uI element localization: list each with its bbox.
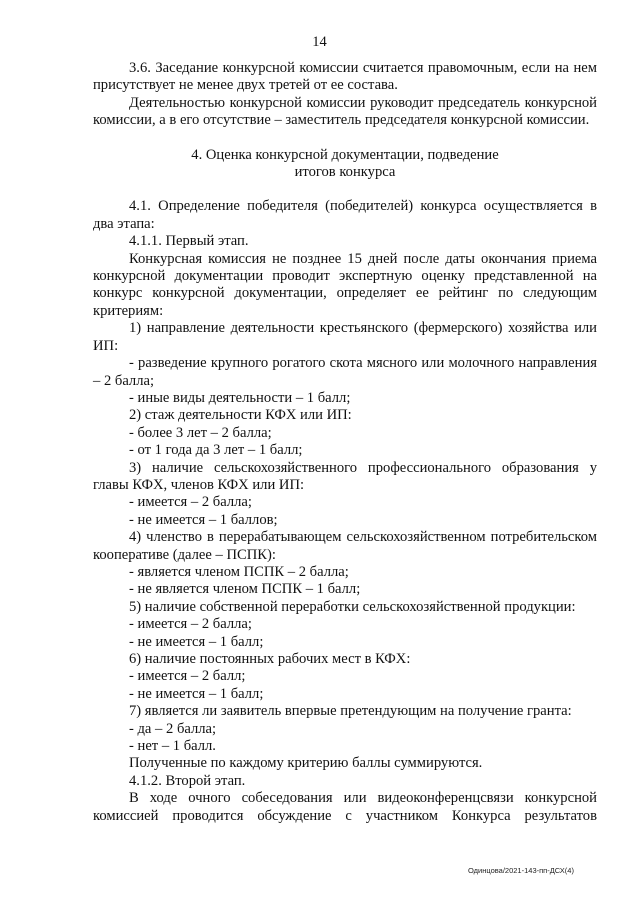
document-body (93, 60, 597, 825)
section-heading-line2: итогов конкурса (294, 164, 396, 181)
criterion-3-option-b: - не имеется – 1 баллов; (129, 511, 278, 528)
section-heading (93, 147, 597, 182)
document-footer-code: Одинцова/2021-143-пп-ДСХ(4) (468, 866, 574, 875)
criterion-5-option-b: - не имеется – 1 балл; (129, 633, 264, 650)
criterion-1: 1) направление деятельности крестьянского (фермерского) хозяйства или ИП: (93, 320, 597, 354)
criterion-2-option-a: - более 3 лет – 2 балла; (129, 424, 272, 441)
criterion-5: 5) наличие собственной переработки сельскохозяйственной продукции: (129, 598, 576, 615)
paragraph-4-1-1: 4.1.1. Первый этап. (129, 233, 249, 250)
criterion-4: 4) членство в перерабатывающем сельскохозяйственном потребительском кооперативе (далее – ПСПК): (93, 529, 597, 563)
paragraph-sum: Полученные по каждому критерию баллы суммируются. (129, 755, 483, 772)
criterion-5-option-a: - имеется – 2 балла; (129, 616, 252, 633)
criterion-1-option-b: - иные виды деятельности – 1 балл; (129, 389, 351, 406)
criterion-1-option-a: - разведение крупного рогатого скота мясного или молочного направления – 2 балла; (93, 355, 597, 389)
page-number: 14 (312, 34, 327, 50)
criterion-7: 7) является ли заявитель впервые претендующим на получение гранта: (129, 703, 572, 720)
paragraph-stage-2: В ходе очного собеседования или видеоконференцсвязи конкурсной комиссией проводится обсуждение с участником Конкурса результатов (93, 790, 597, 824)
criterion-6-option-b: - не имеется – 1 балл; (129, 685, 264, 702)
criterion-6: 6) наличие постоянных рабочих мест в КФХ: (129, 651, 411, 667)
criterion-7-option-a: - да – 2 балла; (129, 720, 217, 737)
paragraph-3-6: 3.6. Заседание конкурсной комиссии считается правомочным, если на нем присутствует не менее двух третей от ее состава. (93, 60, 597, 94)
paragraph-4-1-2: 4.1.2. Второй этап. (129, 772, 246, 789)
section-heading-line1: 4. Оценка конкурсной документации, подведение (191, 146, 499, 163)
criterion-2-option-b: - от 1 года да 3 лет – 1 балл; (129, 442, 303, 459)
criterion-3-option-a: - имеется – 2 балла; (129, 494, 252, 511)
criterion-2: 2) стаж деятельности КФХ или ИП: (129, 407, 352, 424)
paragraph-commission-lead: Деятельностью конкурсной комиссии руководит председатель конкурсной комиссии, а в его отсутствие – заместитель председателя конкурсной комиссии. (93, 94, 597, 129)
criterion-4-option-b: - не является членом ПСПК – 1 балл; (129, 581, 361, 598)
paragraph-commission-evaluation: Конкурсная комиссия не позднее 15 дней после даты окончания приема конкурсной документации проводит экспертную оценку представленной на конкурс конкурсной документации, определяет ее рейтинг по следующим критериям: (93, 250, 597, 319)
criterion-3: 3) наличие сельскохозяйственного профессионального образования у главы КФХ, членов КФХ или ИП: (93, 459, 597, 493)
paragraph-4-1: 4.1. Определение победителя (победителей) конкурса осуществляется в два этапа: (93, 198, 597, 232)
criterion-6-option-a: - имеется – 2 балл; (129, 668, 246, 685)
criterion-7-option-b: - нет – 1 балл. (129, 738, 216, 755)
criterion-4-option-a: - является членом ПСПК – 2 балла; (129, 563, 349, 580)
